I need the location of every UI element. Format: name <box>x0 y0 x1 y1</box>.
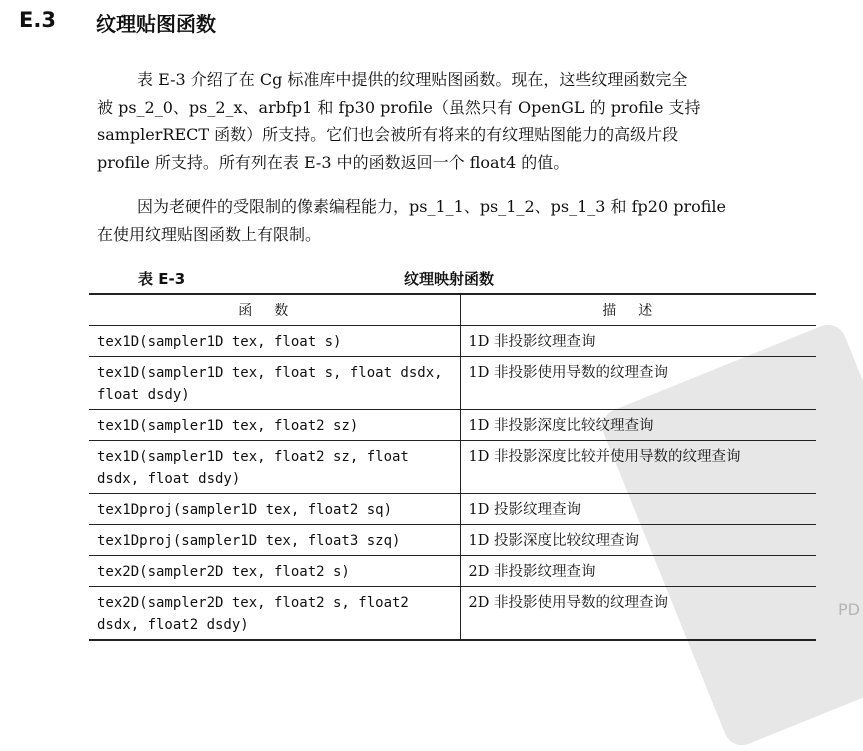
header-function: 函数 <box>89 294 460 326</box>
function-cell: tex2D(sampler2D tex, float2 s) <box>89 556 460 587</box>
table-row <box>89 410 816 441</box>
paragraph-line: 因为老硬件的受限制的像素编程能力，ps_1_1、ps_1_2、ps_1_3 和 fp20 profile <box>137 197 727 216</box>
paragraph-line: 被 ps_2_0、ps_2_x、arbfp1 和 fp30 profile（虽然只有 OpenGL 的 profile 支持 <box>97 97 701 117</box>
table-row <box>89 441 816 494</box>
description-cell: 2D 非投影使用导数的纹理查询 <box>468 595 668 611</box>
description-cell: 1D 非投影深度比较纹理查询 <box>460 410 816 441</box>
table-title: 纹理映射函数 <box>404 270 495 288</box>
description-cell: 1D 非投影深度比较并使用导数的纹理查询 <box>460 441 816 494</box>
table-row <box>89 494 816 525</box>
function-cell: tex1Dproj(sampler1D tex, float2 sq) <box>89 494 460 525</box>
description-cell: 1D 非投影使用导数的纹理查询 <box>460 357 816 410</box>
header-description: 描述 <box>460 294 816 326</box>
paragraph-line: 表 E-3 介绍了在 Cg 标准库中提供的纹理贴图函数。现在，这些纹理函数完全 <box>137 70 688 89</box>
table-label: 表 E-3 <box>138 270 186 288</box>
description-cell: 1D 投影纹理查询 <box>460 494 816 525</box>
table-row <box>89 525 816 556</box>
paragraph-restriction <box>97 193 823 248</box>
paragraph-line: samplerRECT 函数）所支持。它们也会被所有将来的有纹理贴图能力的高级片段 <box>97 125 679 144</box>
table-header-row <box>89 294 816 326</box>
function-cell: tex1Dproj(sampler1D tex, float3 szq) <box>89 525 460 556</box>
function-cell: tex1D(sampler1D tex, float s, float dsdx, float dsdy) <box>89 357 460 410</box>
description-cell: 1D 非投影纹理查询 <box>460 326 816 357</box>
watermark-text: PD <box>838 600 860 619</box>
function-cell: tex1D(sampler1D tex, float s) <box>89 326 460 357</box>
table-row <box>89 587 816 641</box>
texture-functions-table <box>89 293 816 641</box>
function-cell: tex2D(sampler2D tex, float2 s, float2 dsdx, float2 dsdy) <box>89 587 460 641</box>
description-cell: 1D 投影深度比较纹理查询 <box>460 525 816 556</box>
table-row <box>89 357 816 410</box>
function-cell: tex1D(sampler1D tex, float2 sz) <box>89 410 460 441</box>
paragraph-line: profile 所支持。所有列在表 E-3 中的函数返回一个 float4 的值。 <box>97 152 570 172</box>
section-title: 纹理贴图函数 <box>96 12 216 36</box>
table-row <box>89 556 816 587</box>
section-number: E.3 <box>19 8 56 32</box>
function-cell: tex1D(sampler1D tex, float2 sz, float dsdx, float dsdy) <box>89 441 460 494</box>
description-cell: 2D 非投影纹理查询 <box>460 556 816 587</box>
paragraph-line: 在使用纹理贴图函数上有限制。 <box>97 224 322 244</box>
paragraph-intro <box>97 66 823 176</box>
table-row <box>89 326 816 357</box>
